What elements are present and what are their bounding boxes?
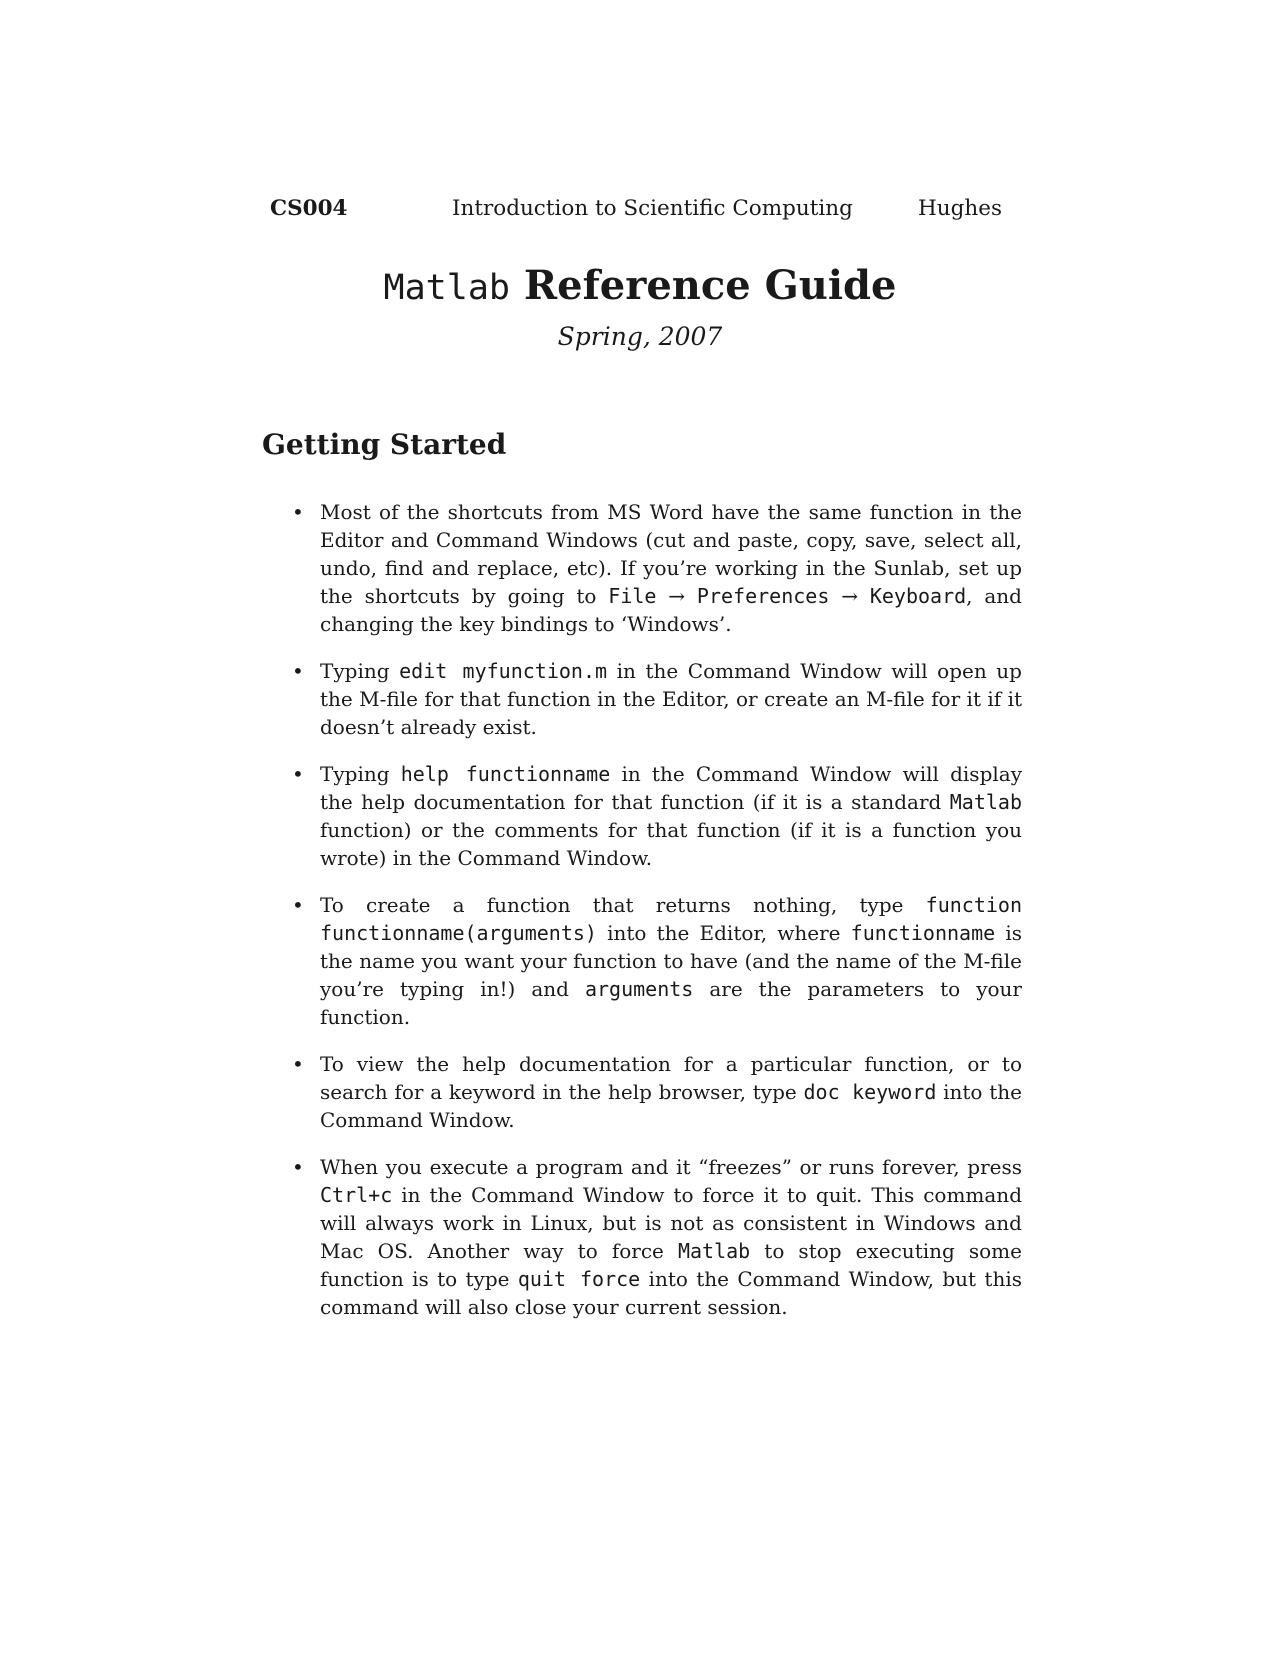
menu-path-code: File (608, 584, 657, 608)
inline-code: Ctrl+c (320, 1183, 393, 1207)
bullet-marker: • (292, 1052, 304, 1076)
menu-path-code: Preferences (696, 584, 830, 608)
item-text: , and changing the key bindings to ‘Windows’. (320, 584, 1022, 636)
inline-code: Matlab (677, 1239, 751, 1263)
item-text: in the Command Window will open up the M-file for that function in the Editor, or create an M-file for it if it doesn’t already exist. (320, 659, 1022, 739)
running-header (270, 196, 1010, 228)
item-text: in the Command Window to force it to quit. This command will always work in Linux, but is not as consistent in Windows and Mac OS. Another way to force (320, 1183, 1022, 1263)
inline-code: arguments (584, 977, 694, 1001)
bullet-marker: • (292, 762, 304, 786)
inline-code: doc keyword (803, 1080, 937, 1104)
course-title: Introduction to Scientific Computing (452, 196, 853, 221)
item-text: Typing (320, 659, 400, 683)
inline-code: Matlab (949, 790, 1022, 814)
inline-code: functionname (850, 921, 996, 945)
document-title (0, 258, 1280, 316)
bullet-marker: • (292, 893, 304, 917)
bullet-marker: • (292, 659, 304, 683)
item-text: into the Editor, where (596, 921, 851, 945)
list-item (292, 1050, 1022, 1134)
arrow-text: → (656, 584, 697, 608)
item-text: To view the help documentation for a particular function, or to search for a keyword in the help browser, type (320, 1052, 1022, 1104)
title-prefix: Matlab (383, 268, 510, 308)
bullet-list (292, 498, 1022, 1340)
list-item (292, 760, 1022, 872)
item-text: in the Command Window will display the help documentation for that function (if it is a standard (320, 762, 1022, 814)
item-text: is the name you want your function to have (and the name of the M-file you’re typing in!) and (320, 921, 1022, 1001)
list-item (292, 891, 1022, 1031)
inline-code: function functionname(arguments) (320, 893, 1022, 945)
bullet-marker: • (292, 1155, 304, 1179)
list-item (292, 1153, 1022, 1321)
bullet-marker: • (292, 500, 304, 524)
menu-path-code: Keyboard (869, 584, 967, 608)
item-text: into the Command Window, but this command will also close your current session. (320, 1267, 1022, 1319)
item-text: Typing (320, 762, 401, 786)
item-text: are the parameters to your function. (320, 977, 1022, 1029)
item-text: Most of the shortcuts from MS Word have the same function in the Editor and Command Windows (cut and paste, copy, save, select all, undo, find and replace, etc). If you’re working in the Sunlab, set up the shortcuts by going to (320, 500, 1022, 608)
title-main: Reference Guide (523, 262, 897, 309)
list-item (292, 657, 1022, 741)
item-text: to stop executing some function is to type (320, 1239, 1022, 1291)
item-text: To create a function that returns nothing, type (320, 893, 926, 917)
item-text: function) or the comments for that function (if it is a function you wrote) in the Command Window. (320, 818, 1022, 870)
arrow-text: → (829, 584, 870, 608)
inline-code: help functionname (400, 762, 611, 786)
item-text: When you execute a program and it “freezes” or runs forever, press (320, 1155, 1022, 1179)
item-text: into the Command Window. (320, 1080, 1022, 1132)
list-item (292, 498, 1022, 638)
document-subtitle: Spring, 2007 (557, 322, 723, 351)
author-name: Hughes (918, 196, 1002, 221)
course-code: CS004 (270, 196, 348, 221)
section-heading: Getting Started (262, 428, 507, 461)
inline-code: quit force (517, 1267, 641, 1291)
inline-code: edit myfunction.m (399, 659, 608, 683)
